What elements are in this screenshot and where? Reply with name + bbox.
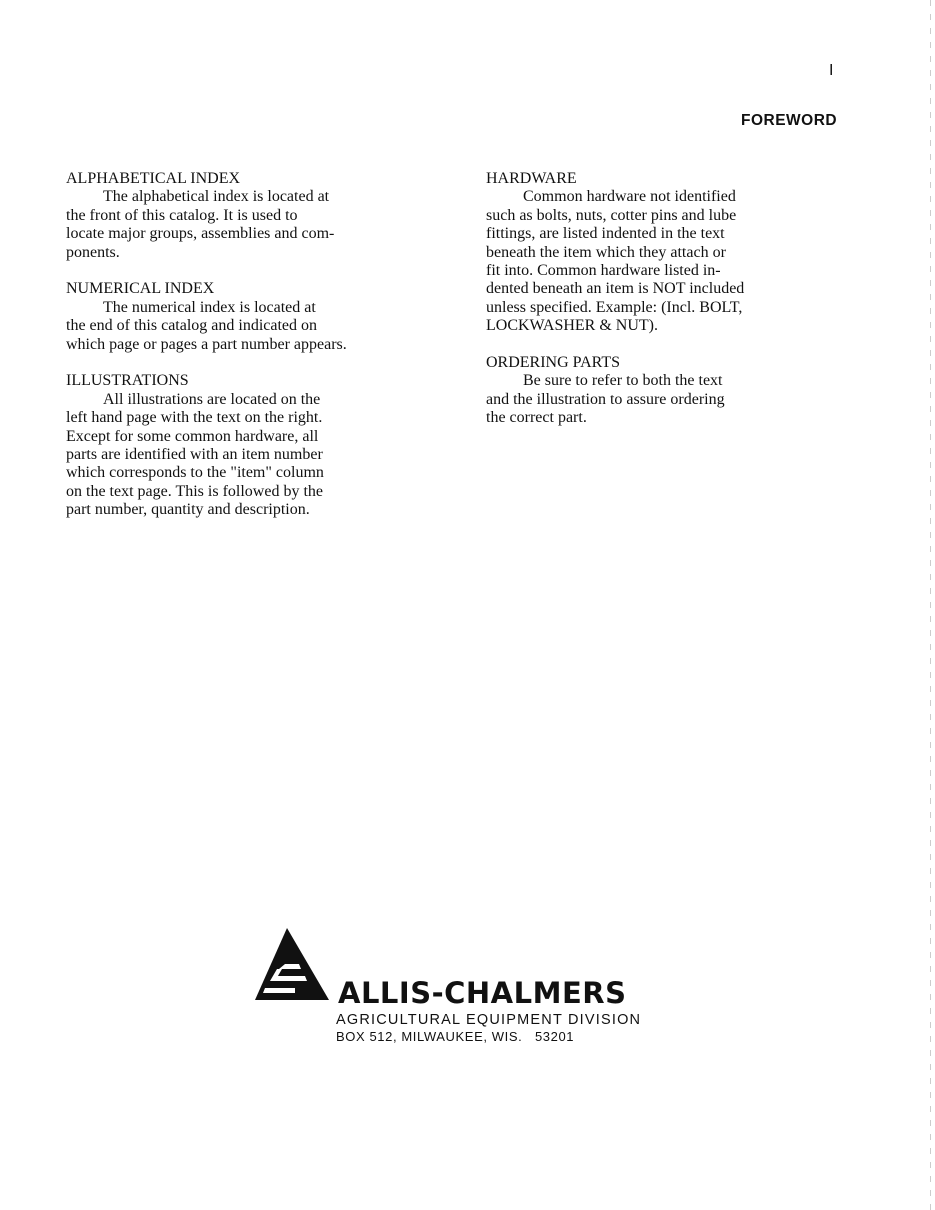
text-line: and the illustration to assure ordering: [486, 390, 725, 408]
text-line: Be sure to refer to both the text: [523, 372, 723, 390]
text-line: unless specified. Example: (Incl. BOLT,: [486, 298, 743, 316]
text-line: the end of this catalog and indicated on: [66, 317, 318, 335]
scan-edge: [930, 0, 931, 1210]
text-line: The alphabetical index is located at: [103, 188, 330, 206]
text-line: ponents.: [66, 243, 120, 261]
address: BOX 512, MILWAUKEE, WIS. 53201: [336, 1029, 575, 1044]
section-heading: ORDERING PARTS: [486, 354, 621, 372]
text-line: such as bolts, nuts, cotter pins and lube: [486, 206, 737, 224]
brand-name: ALLIS-CHALMERS: [338, 976, 627, 1010]
text-line: fit into. Common hardware listed in-: [486, 262, 721, 280]
text-line: on the text page. This is followed by the: [66, 482, 323, 500]
section-heading: NUMERICAL INDEX: [66, 280, 215, 298]
section-heading: ILLUSTRATIONS: [66, 372, 189, 390]
text-line: All illustrations are located on the: [103, 390, 321, 408]
section-numerical-index: [66, 280, 446, 354]
text-line: the front of this catalog. It is used to: [66, 206, 298, 224]
left-column: [66, 170, 446, 538]
section-ordering-parts: [486, 354, 866, 428]
section-hardware: [486, 170, 866, 336]
text-line: LOCKWASHER & NUT).: [486, 317, 658, 335]
text-line: left hand page with the text on the right.: [66, 409, 323, 427]
allis-chalmers-logo-icon: [255, 928, 335, 1003]
section-heading: ALPHABETICAL INDEX: [66, 170, 241, 187]
section-alphabetical-index: [66, 170, 446, 262]
text-line: locate major groups, assemblies and com-: [66, 225, 335, 243]
section-heading: HARDWARE: [486, 170, 577, 187]
text-line: the correct part.: [486, 409, 587, 427]
text-line: parts are identified with an item number: [66, 446, 323, 464]
text-line: Common hardware not identified: [523, 188, 736, 206]
division-name: AGRICULTURAL EQUIPMENT DIVISION: [336, 1012, 642, 1028]
text-line: which page or pages a part number appears.: [66, 335, 347, 353]
text-line: dented beneath an item is NOT included: [486, 280, 745, 298]
right-column: [486, 170, 866, 446]
text-line: The numerical index is located at: [103, 298, 316, 316]
page-number: I: [829, 62, 834, 79]
text-line: beneath the item which they attach or: [486, 243, 726, 261]
section-illustrations: [66, 372, 446, 519]
page-header: FOREWORD: [741, 112, 838, 129]
text-line: which corresponds to the "item" column: [66, 464, 324, 482]
text-line: Except for some common hardware, all: [66, 427, 319, 445]
text-line: part number, quantity and description.: [66, 501, 310, 519]
text-line: fittings, are listed indented in the text: [486, 225, 725, 243]
